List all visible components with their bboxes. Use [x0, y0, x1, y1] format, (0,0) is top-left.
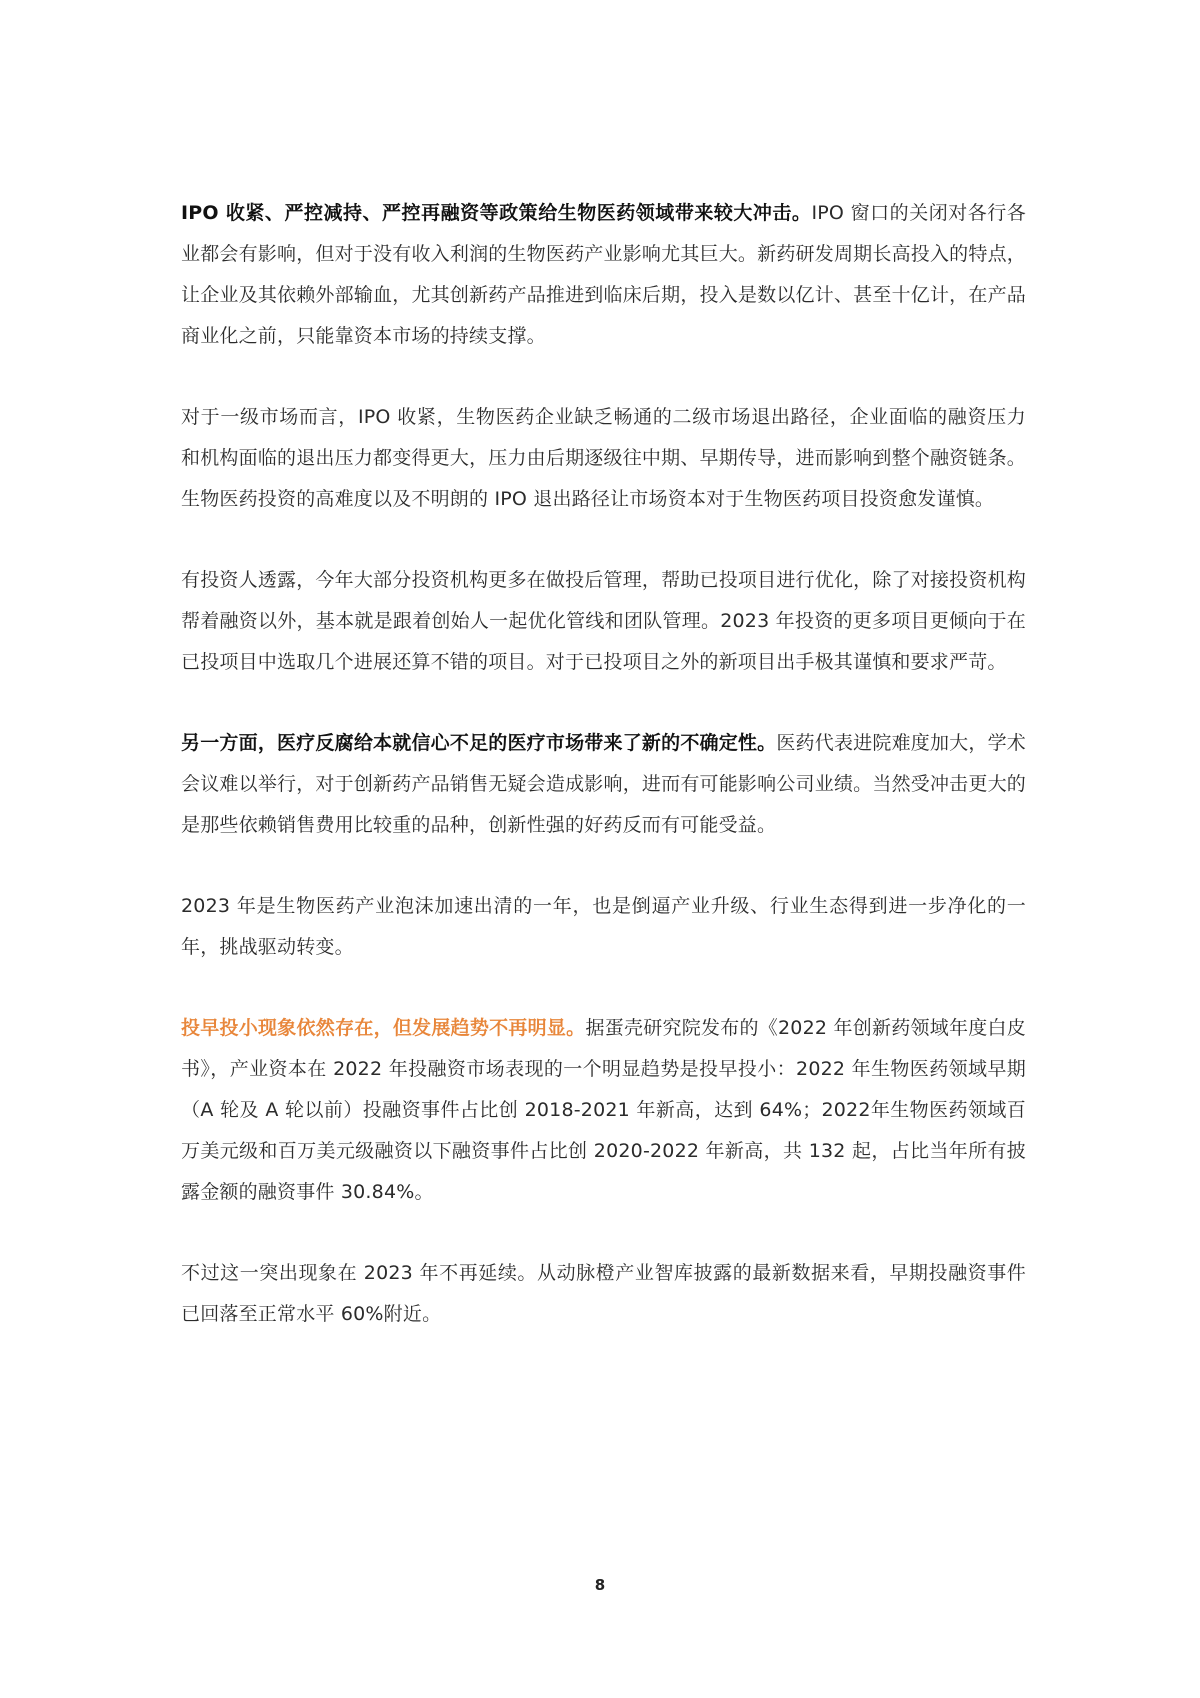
- paragraph-text: 有投资人透露，今年大部分投资机构更多在做投后管理，帮助已投项目进行优化，除了对接投资机构帮着融资以外，基本就是跟着创始人一起优化管线和团队管理。2023 年投资的更多项目更倾向于在已投项目中选取几个进展还算不错的项目。对于已投项目之外的新项目出手极其谨慎和要求严苛。: [181, 569, 1026, 673]
- paragraph-lead-bold: IPO 收紧、严控减持、严控再融资等政策给生物医药领域带来较大冲击。: [181, 202, 812, 224]
- paragraph-ipo-tightening: [181, 193, 1026, 357]
- paragraph-text: 医药代表进院难度加大，学术会议难以举行，对于创新药产品销售无疑会造成影响，进而有可能影响公司业绩。当然受冲击更大的是那些依赖销售费用比较重的品种，创新性强的好药反而有可能受益。: [181, 732, 1026, 836]
- document-body: [181, 193, 1026, 1335]
- paragraph-investor-disclosure: [181, 560, 1026, 683]
- paragraph-anti-corruption: [181, 723, 1026, 846]
- paragraph-text: 对于一级市场而言，IPO 收紧，生物医药企业缺乏畅通的二级市场退出路径，企业面临的融资压力和机构面临的退出压力都变得更大，压力由后期逐级往中期、早期传导，进而影响到整个融资链条。生物医药投资的高难度以及不明朗的 IPO 退出路径让市场资本对于生物医药项目投资愈发谨慎。: [181, 406, 1026, 510]
- paragraph-text: 2023 年是生物医药产业泡沫加速出清的一年，也是倒逼产业升级、行业生态得到进一步净化的一年，挑战驱动转变。: [181, 895, 1026, 958]
- page-number: 8: [594, 1576, 606, 1594]
- paragraph-lead-bold: 另一方面，医疗反腐给本就信心不足的医疗市场带来了新的不确定性。: [181, 732, 777, 754]
- paragraph-text: 不过这一突出现象在 2023 年不再延续。从动脉橙产业智库披露的最新数据来看，早期投融资事件已回落至正常水平 60%附近。: [181, 1262, 1026, 1325]
- paragraph-lead-orange: 投早投小现象依然存在，但发展趋势不再明显。: [181, 1017, 586, 1039]
- paragraph-early-stage-trend: [181, 1008, 1026, 1213]
- paragraph-text: IPO 窗口的关闭对各行各业都会有影响，但对于没有收入利润的生物医药产业影响尤其巨大。新药研发周期长高投入的特点，让企业及其依赖外部输血，尤其创新药产品推进到临床后期，投入是数以亿计、甚至十亿计，在产品商业化之前，只能靠资本市场的持续支撑。: [181, 202, 1026, 347]
- paragraph-bubble-clearing: [181, 886, 1026, 968]
- paragraph-text: 据蛋壳研究院发布的《2022 年创新药领域年度白皮书》，产业资本在 2022 年投融资市场表现的一个明显趋势是投早投小：2022 年生物医药领域早期（A 轮及 A 轮以前）投融资事件占比创 2018-2021 年新高，达到 64%；2022年生物医药领域百万美元级和百万美元级融资以下融资事件占比创 2020-2022 年新高，共 132 起，占比当年所有披露金额的融资事件 30.84%。: [181, 1017, 1026, 1203]
- paragraph-2023-reversion: [181, 1253, 1026, 1335]
- paragraph-primary-market: [181, 397, 1026, 520]
